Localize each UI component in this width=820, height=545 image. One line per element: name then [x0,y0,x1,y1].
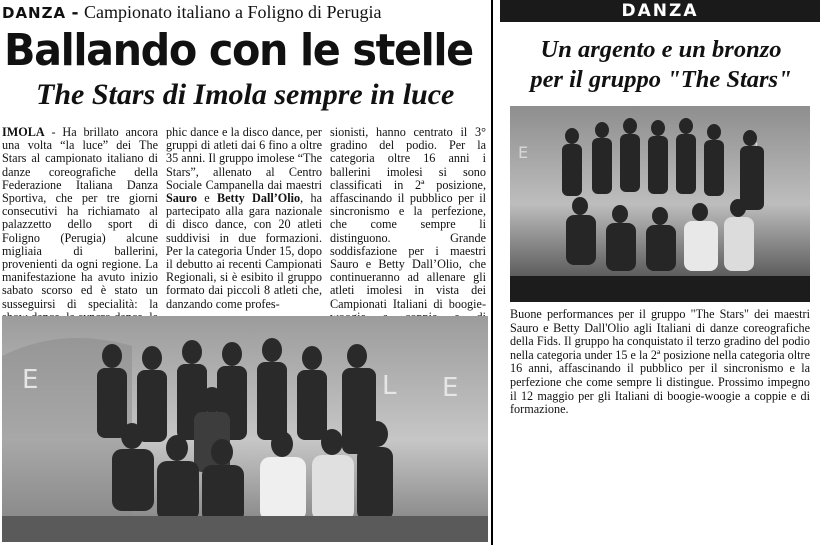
body-text-2d: , ha partecipato alla gara nazionale di disco dance, con 20 atleti suddivisi in due formazioni. Per la categoria Under 15, dopo il debutto ai recenti Campionati Regionali, si è esibito il gruppo formato dai piccoli 8 atleti che, danzando come profes- [166,191,322,311]
right-section-label: DANZA [500,0,820,22]
right-article [500,0,820,545]
svg-text:E: E [442,373,459,403]
body-text-3: sionisti, hanno centrato il 3° gradino del podio. Per la categoria oltre 16 anni i ballerini imolesi si sono classificati in 2ª posizione, affascinando il pubblico per il sincronismo e la perfezione, che come sempre li distinguono. Grande soddisfazione per i maestri Sauro e Betty Dall’Olio, che continueranno ad allenare gli atleti imolesi in vista dei Campionati Italiani di boogie- [330,125,486,311]
right-caption: Buone performances per il gruppo "The Stars" dei maestri Sauro e Betty Dall'Olio agli Italiani di danze coreografiche della Fids. Il gruppo ha conquistato il terzo gradino del podio nella categoria under 15 e la 2ª posizione nella categoria oltre 16 anni, affascinando il pubblico per il sincronismo e la perfezione che come sempre li distingue. Prossimo impegno il 12 maggio per gli Italiani di boogie-woogie a coppie e di formazione. [510,307,810,417]
section-label: DANZA [2,4,67,22]
name-betty: Betty Dall’Olio [216,191,301,206]
article-body [2,126,488,337]
svg-text:E: E [22,365,39,395]
right-group-photo [510,106,810,302]
headline: Ballando con le stelle [4,25,473,76]
body-text-2c: e [196,191,217,206]
name-sauro: Sauro [166,191,197,206]
kicker-text: Campionato italiano a Foligno di Perugia [83,2,382,22]
body-column-2 [166,126,322,337]
svg-text:L: L [382,371,397,401]
kicker-separator: - [71,3,79,23]
subheadline: The Stars di Imola sempre in luce [36,78,455,111]
right-dancers-photo-image [510,106,810,302]
dateline: IMOLA [2,125,45,139]
column-divider [491,0,493,545]
group-photo [2,316,488,542]
body-column-1 [2,126,158,337]
right-headline-line1: Un argento e un bronzo [540,36,782,63]
right-headline-line2: per il gruppo "The Stars" [530,66,792,93]
svg-text:E: E [518,143,529,162]
body-column-3 [330,126,486,337]
body-text-1: - Ha brillato ancora una volta “la luce” dei The Stars al campionato italiano di danze coreografiche della Federazione Italiana Danza Sportiva, che per tre giorni consecutivi ha richiamato al palazzetto dello sport di Foligno (Perugia) alcune migliaia di ballerini, provenienti da ogni regione. La manifestazione ha avuto inizio sabato scorso ed è stato un susseguirsi di specialità: la [2,125,158,311]
kicker-line [2,2,381,23]
body-text-2a: phic dance e la disco dance, per gruppi di atleti dai 6 fino a oltre 35 anni. Il gruppo imolese “The Stars”, allenato al Centro Sociale Campanella dai maestri [166,125,322,192]
dancers-photo-image [2,316,488,542]
right-headline [506,35,816,95]
